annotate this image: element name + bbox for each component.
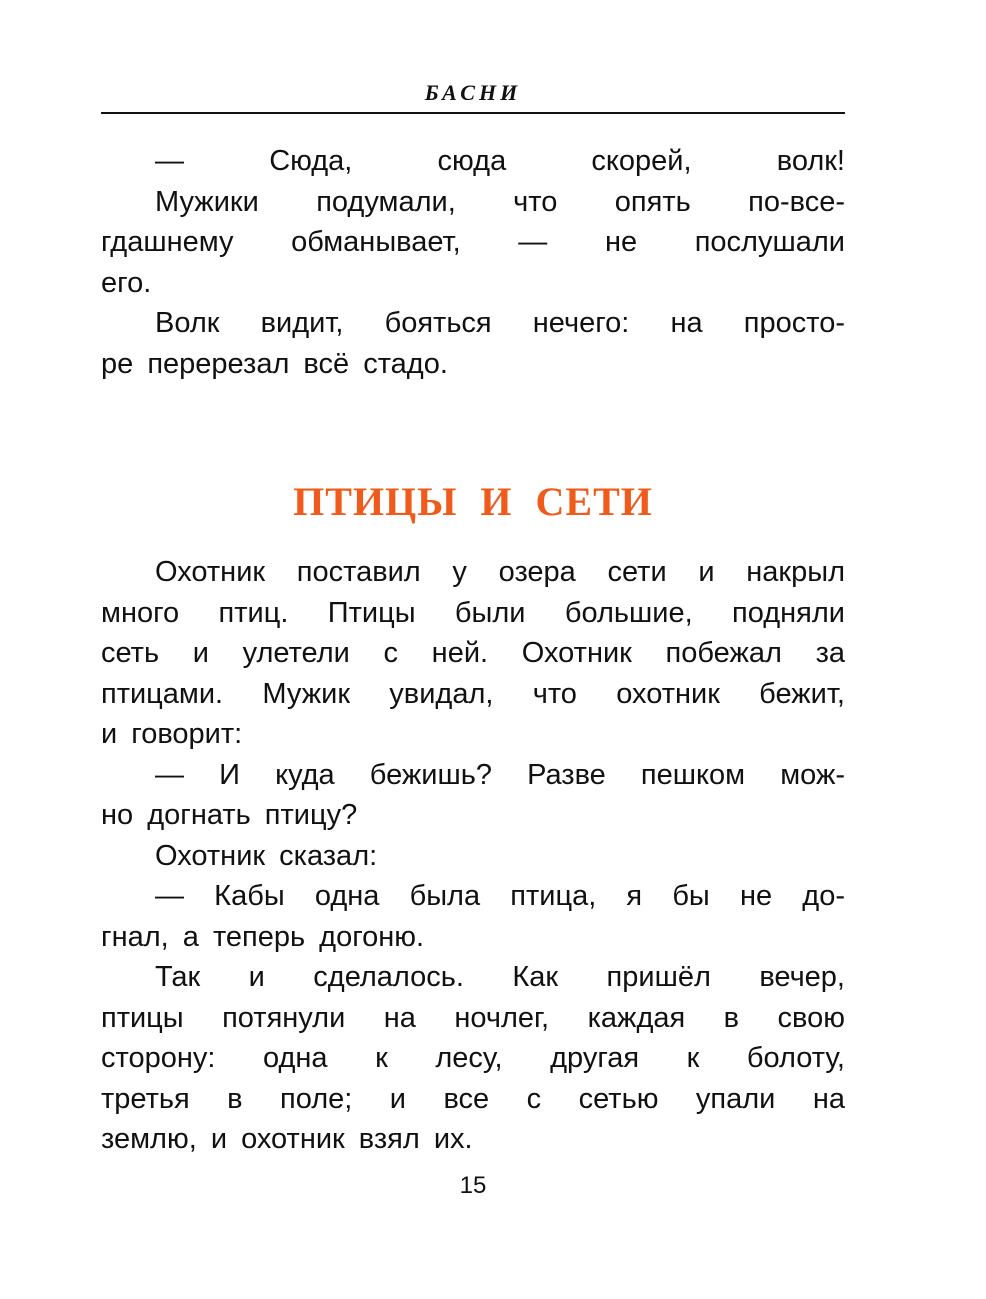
text-line: гдашнему обманывает, — не послушали [101, 226, 845, 258]
text-line: — Сюда, сюда скорей, волк! [155, 145, 845, 177]
text-line: — И куда бежишь? Разве пешком мож- [155, 758, 845, 791]
fable-body-text [101, 552, 845, 1160]
text-line: сеть и улетели с ней. Охотник побежал за [101, 637, 845, 669]
text-line: Охотник сказал: [155, 839, 378, 872]
text-line: Мужики подумали, что опять по-все- [155, 185, 845, 218]
fable-ending-text [101, 141, 845, 384]
text-line: гнал, а теперь догоню. [101, 920, 425, 953]
text-line: Охотник поставил у озера сети и накрыл [155, 556, 845, 588]
section-title: ПТИЦЫ И СЕТИ [293, 479, 653, 524]
text-line: — Кабы одна была птица, я бы не до- [155, 880, 845, 912]
text-line: ре перерезал всё стадо. [101, 347, 448, 380]
header-rule [101, 112, 845, 114]
text-line: Так и сделалось. Как пришёл вечер, [155, 961, 845, 993]
text-line: третья в поле; и все с сетью упали на [101, 1082, 845, 1115]
text-line: птицами. Мужик увидал, что охотник бежит, [101, 677, 845, 710]
page-number: 15 [459, 1172, 487, 1199]
text-line: его. [101, 266, 152, 299]
text-line: птицы потянули на ночлег, каждая в свою [101, 1001, 845, 1034]
text-line: много птиц. Птицы были большие, подняли [101, 596, 845, 629]
text-line: но догнать птицу? [101, 799, 358, 831]
running-header: БАСНИ [424, 80, 522, 105]
text-line: и говорит: [101, 718, 243, 750]
text-line: сторону: одна к лесу, другая к болоту, [101, 1042, 845, 1074]
text-line: землю, и охотник взял их. [101, 1123, 473, 1155]
text-line: Волк видит, бояться нечего: на просто- [155, 307, 845, 339]
